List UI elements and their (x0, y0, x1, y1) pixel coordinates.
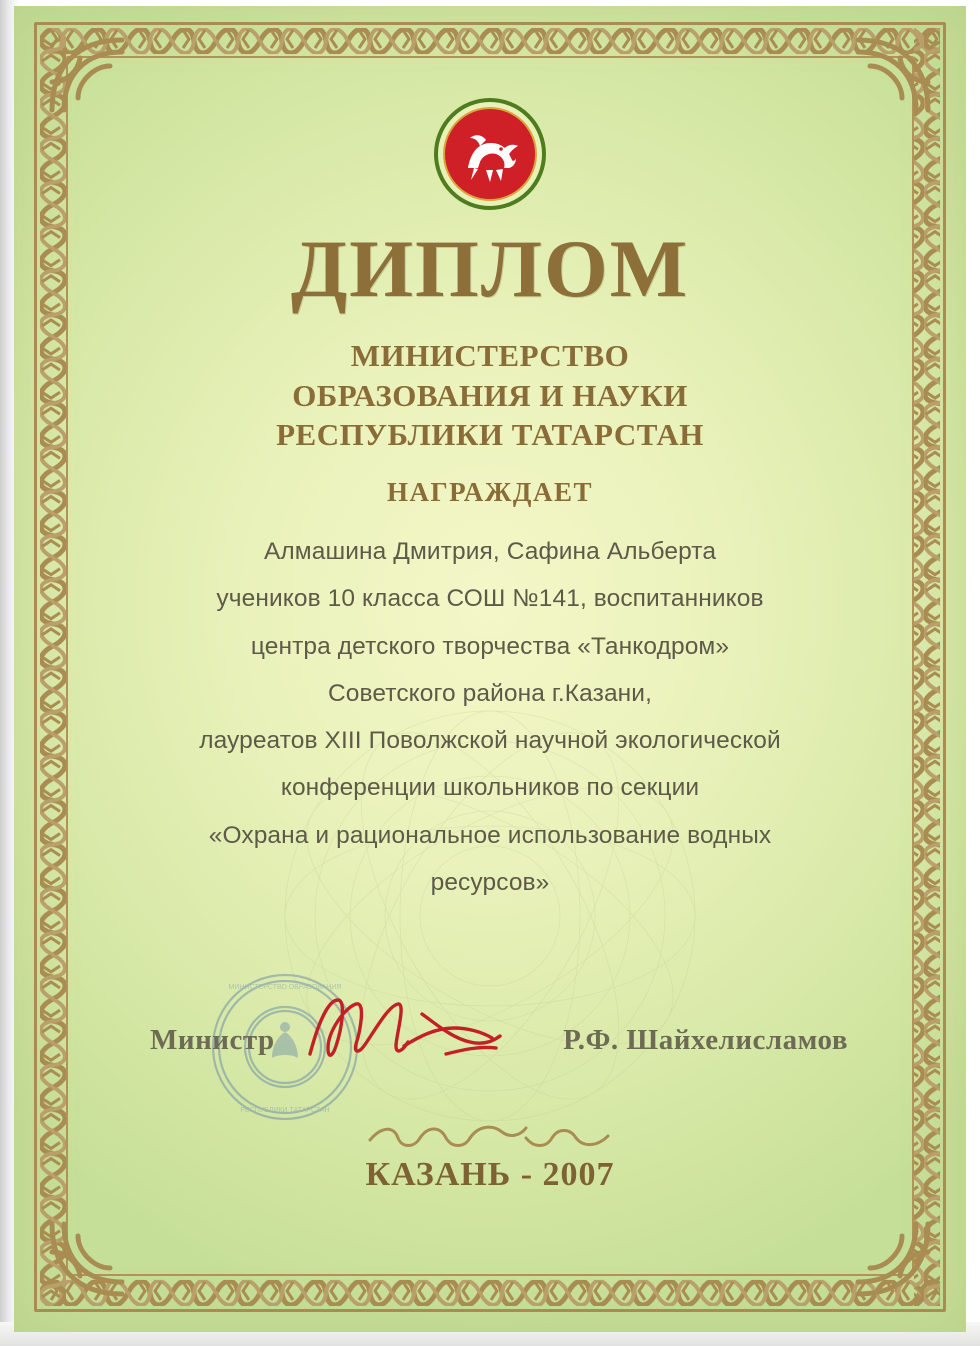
page-title: ДИПЛОМ (290, 223, 690, 314)
signatory-name: Р.Ф. Шайхелисламов (563, 1024, 848, 1056)
recipient-line-4: Советского района г.Казани, (328, 679, 652, 707)
issuer-line-1: МИНИСТЕРСТВО (350, 338, 630, 373)
recipient-block (106, 528, 874, 906)
handwritten-signature (296, 984, 526, 1070)
issuer-line-2: ОБРАЗОВАНИЯ И НАУКИ (292, 377, 688, 413)
signature-role: Министр (150, 1024, 275, 1056)
signature-row (106, 1006, 874, 1086)
issuer-line-3: РЕСПУБЛИКИ ТАТАРСТАН (276, 417, 704, 453)
tatarstan-coat-of-arms-icon (434, 98, 546, 210)
recipient-line-5: лауреатов XIII Поволжской научной экологической (199, 727, 781, 755)
decorative-flourish (14, 1124, 966, 1155)
svg-text:РЕСПУБЛИКИ ТАТАРСТАН: РЕСПУБЛИКИ ТАТАРСТАН (240, 1107, 330, 1114)
awards-word: НАГРАЖДАЕТ (386, 477, 593, 508)
recipient-line-7: «Охрана и рациональное использование водных (208, 821, 772, 849)
recipient-line-2: учеников 10 класса СОШ №141, воспитанников (216, 585, 764, 613)
recipient-line-6: конференции школьников по секции (280, 774, 700, 802)
certificate-content (106, 98, 874, 906)
svg-text:МИНИСТЕРСТВО ОБРАЗОВАНИЯ: МИНИСТЕРСТВО ОБРАЗОВАНИЯ (228, 984, 342, 991)
place-and-year: КАЗАНЬ - 2007 (365, 1156, 615, 1193)
recipient-line-3: центра детского творчества «Танкодром» (250, 632, 730, 660)
recipient-line-1: Алмашина Дмитрия, Сафина Альберта (263, 538, 717, 566)
issuer-block (106, 336, 874, 455)
recipient-line-8: ресурсов» (430, 868, 550, 896)
certificate-sheet (14, 6, 966, 1332)
